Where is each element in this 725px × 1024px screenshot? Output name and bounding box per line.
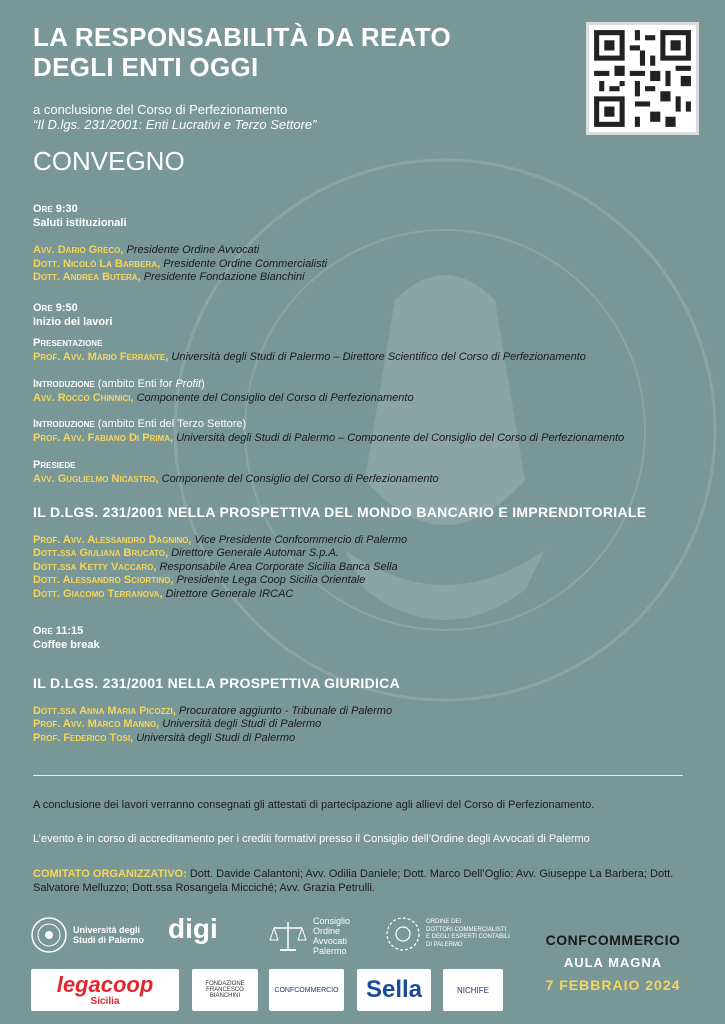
event-subtitle: a conclusione del Corso di Perfezionamento “Il D.lgs. 231/2001: Enti Lucrativi e Terzo Settore” [33, 102, 317, 132]
qr-code[interactable] [586, 22, 699, 135]
block-inizio [33, 302, 705, 329]
qr-code-icon [589, 25, 696, 132]
venue-place: AULA MAGNA [563, 955, 663, 970]
speaker-row: Dott. Giacomo Terranova, Direttore Generale IRCAC [33, 587, 294, 600]
footer-note-accreditamento: L’evento è in corso di accreditamento per i crediti formativi presso il Consiglio dell’Ordine degli Avvocati di Palermo [33, 833, 590, 845]
unipa-seal-icon [30, 916, 68, 954]
fondazione-bianchini-logo: FONDAZIONE FRANCESCO BIANCHINI [192, 969, 258, 1011]
block-presiede [33, 459, 705, 486]
section-bancario [33, 506, 705, 601]
block-title: Coffee break [33, 638, 100, 651]
confcommercio-palermo-logo: CONFCOMMERCIO [269, 969, 344, 1011]
divider [33, 775, 683, 776]
nichife-logo: NICHIFE [443, 969, 503, 1011]
section-title: IL D.LGS. 231/2001 NELLA PROSPETTIVA DEL MONDO BANCARIO E IMPRENDITORIALE [33, 504, 647, 520]
coa-palermo-logo: Consiglio Ordine Avvocati Palermo [268, 916, 350, 956]
footer-note-attestati: A conclusione dei lavori verranno consegnati gli attestati di partecipazione agli allievi del Corso di Perfezionamento. [33, 799, 595, 811]
banca-sella-logo: Sella [357, 969, 431, 1011]
convegno-heading: CONVEGNO [33, 146, 185, 176]
time-label: Ore 9:50 [33, 302, 78, 314]
event-title: LA RESPONSABILITÀ DA REATO DEGLI ENTI OGGI [33, 22, 452, 82]
speaker-row: Avv. Guglielmo Nicastro, Componente del Consiglio del Corso di Perfezionamento [33, 472, 439, 485]
speaker-row: Prof. Avv. Mario Ferrante, Università degli Studi di Palermo – Direttore Scientifico del Corso di Perfezionamento [33, 350, 586, 363]
block-coffee-break [33, 625, 705, 652]
speaker-row: Avv. Dario Greco, Presidente Ordine Avvocati [33, 244, 260, 256]
block-introduzione-profit: Introduzione (ambito Enti for Profit) Avv. Rocco Chinnici, Componente del Consiglio del Corso di Perfezionamento [33, 378, 705, 405]
time-label: Ore 11:15 [33, 625, 84, 637]
block-title: Inizio dei lavori [33, 315, 113, 328]
block-title: Saluti istituzionali [33, 216, 127, 229]
time-label: Ore 9:30 [33, 203, 78, 215]
organizing-committee: COMITATO ORGANIZZATIVO: Dott. Davide Calantoni; Avv. Odilia Daniele; Dott. Marco Dell’Oglio; Avv. Giuseppe La Barbera; Dott. Salvatore Melluzzo; Dott.ssa Rosangela Micciché; Avv. Grazia Petrulli. [33, 868, 674, 894]
section-title: IL D.LGS. 231/2001 NELLA PROSPETTIVA GIURIDICA [33, 675, 400, 691]
speaker-row: Dott. Nicolò La Barbera, Presidente Ordine Commercialisti [33, 257, 328, 270]
speaker-row: Dott.ssa Giuliana Brucato, Direttore Generale Automar S.p.A. [33, 547, 339, 559]
odcec-palermo-logo: ORDINE DEI DOTTORI COMMERCIALISTI E DEGLI ESPERTI CONTABILI DI PALERMO [385, 916, 510, 952]
role-label: Presentazione [33, 337, 103, 349]
block-saluti [33, 203, 705, 285]
legacoop-logo: legacoop Sicilia [31, 969, 179, 1011]
speaker-row: Prof. Avv. Fabiano Di Prima, Università degli Studi di Palermo – Componente del Consiglio del Corso di Perfezionamento [33, 431, 625, 444]
speaker-row: Dott.ssa Anna Maria Picozzi, Procuratore aggiunto - Tribunale di Palermo [33, 704, 393, 717]
unipa-logo: Università degli Studi di Palermo [30, 916, 160, 954]
speaker-row: Dott.ssa Ketty Vaccaro, Responsabile Area Corporate Sicilia Banca Sella [33, 560, 398, 573]
section-giuridica [33, 677, 705, 745]
speaker-row: Prof. Federico Tosi, Università degli Studi di Palermo [33, 731, 296, 744]
speaker-row: Avv. Rocco Chinnici, Componente del Consiglio del Corso di Perfezionamento [33, 391, 414, 404]
speaker-row: Prof. Avv. Marco Manno, Università degli Studi di Palermo [33, 718, 322, 730]
speaker-row: Prof. Avv. Alessandro Dagnino, Vice Presidente Confcommercio di Palermo [33, 533, 408, 546]
odcec-rosette-icon [385, 916, 421, 952]
block-presentazione [33, 337, 705, 364]
scales-of-justice-icon [268, 918, 308, 954]
block-introduzione-terzo-settore: Introduzione (ambito Enti del Terzo Settore) Prof. Avv. Fabiano Di Prima, Università degli Studi di Palermo – Componente del Consiglio del Corso di Perfezionamento [33, 418, 705, 445]
event-date: 7 FEBBRAIO 2024 [545, 977, 681, 993]
speaker-row: Dott. Alessandro Sciortino, Presidente Lega Coop Sicilia Orientale [33, 574, 366, 586]
confcommercio-logo: CONFCOMMERCIO [545, 932, 681, 948]
role-label: Presiede [33, 459, 76, 471]
speaker-row: Dott. Andrea Butera, Presidente Fondazione Bianchini [33, 271, 305, 283]
digi-logo: digi [168, 913, 218, 944]
